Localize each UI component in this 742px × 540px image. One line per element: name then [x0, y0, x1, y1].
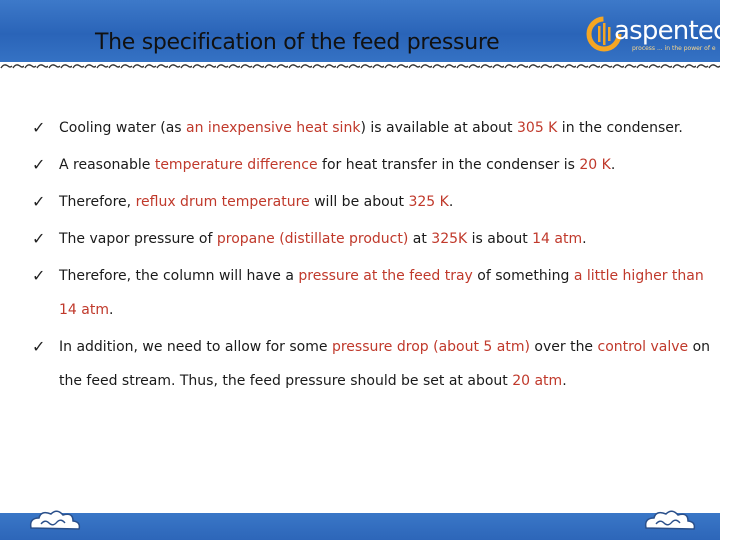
cloud-ornament-icon: [642, 508, 698, 534]
body-text: ) is available at about: [360, 120, 517, 136]
body-text: of something: [472, 268, 574, 284]
bullet-item: [32, 222, 712, 256]
highlight-text: a little higher than 14 atm: [59, 268, 704, 318]
checkmark-icon: ✓: [32, 118, 46, 137]
footer-bar: [0, 513, 720, 540]
checkmark-icon: ✓: [32, 155, 46, 174]
highlight-text: pressure drop (about 5 atm): [331, 339, 530, 355]
logo-tagline: process ... in the power of e: [632, 45, 716, 52]
highlight-text: reflux drum temperature: [135, 194, 310, 210]
bullet-item: [32, 259, 712, 327]
bullet-item: [32, 330, 712, 398]
aspentech-logo: [584, 10, 742, 56]
highlight-text: temperature difference: [154, 157, 318, 173]
bullet-item: [32, 148, 712, 182]
highlight-text: 20 K: [579, 157, 611, 173]
body-text: .: [582, 231, 587, 247]
body-text: .: [562, 373, 567, 389]
bullet-list: [32, 118, 712, 398]
bullet-item: [32, 185, 712, 219]
decorative-border: [0, 62, 720, 70]
body-text: .: [448, 194, 454, 210]
body-text: A reasonable: [59, 157, 155, 173]
slide-title: The specification of the feed pressure: [95, 30, 500, 55]
body-text: on the feed stream. Thus, the feed pressure should be set at about: [59, 339, 711, 389]
logo-wordmark: aspentech: [614, 16, 742, 46]
cloud-ornament-icon: [27, 508, 83, 534]
body-text: .: [610, 157, 616, 173]
highlight-text: pressure at the feed tray: [298, 268, 473, 284]
checkmark-icon: ✓: [32, 337, 46, 356]
body-text: In addition, we need to allow for some: [59, 339, 332, 355]
body-text: Therefore, the column will have a: [59, 268, 299, 284]
checkmark-icon: ✓: [32, 266, 46, 285]
checkmark-icon: ✓: [32, 229, 46, 248]
body-text: at: [408, 231, 432, 247]
highlight-text: control valve: [597, 339, 689, 355]
highlight-text: 325 K: [408, 194, 449, 210]
highlight-text: 305 K: [517, 120, 558, 136]
body-text: is about: [467, 231, 533, 247]
body-text: Therefore,: [59, 194, 136, 210]
highlight-text: propane (distillate product): [216, 231, 409, 247]
body-text: will be about: [309, 194, 409, 210]
checkmark-icon: ✓: [32, 192, 46, 211]
body-text: for heat transfer in the condenser is: [317, 157, 580, 173]
body-text: over the: [529, 339, 598, 355]
bullet-item: [32, 111, 712, 145]
highlight-text: an inexpensive heat sink: [186, 120, 361, 136]
body-text: in the condenser.: [557, 120, 683, 136]
body-text: The vapor pressure of: [59, 231, 217, 247]
body-text: .: [108, 302, 114, 318]
highlight-text: 14 atm: [532, 231, 583, 247]
body-text: Cooling water (as: [59, 120, 187, 136]
highlight-text: 325K: [431, 231, 468, 247]
highlight-text: 20 atm: [512, 373, 563, 389]
